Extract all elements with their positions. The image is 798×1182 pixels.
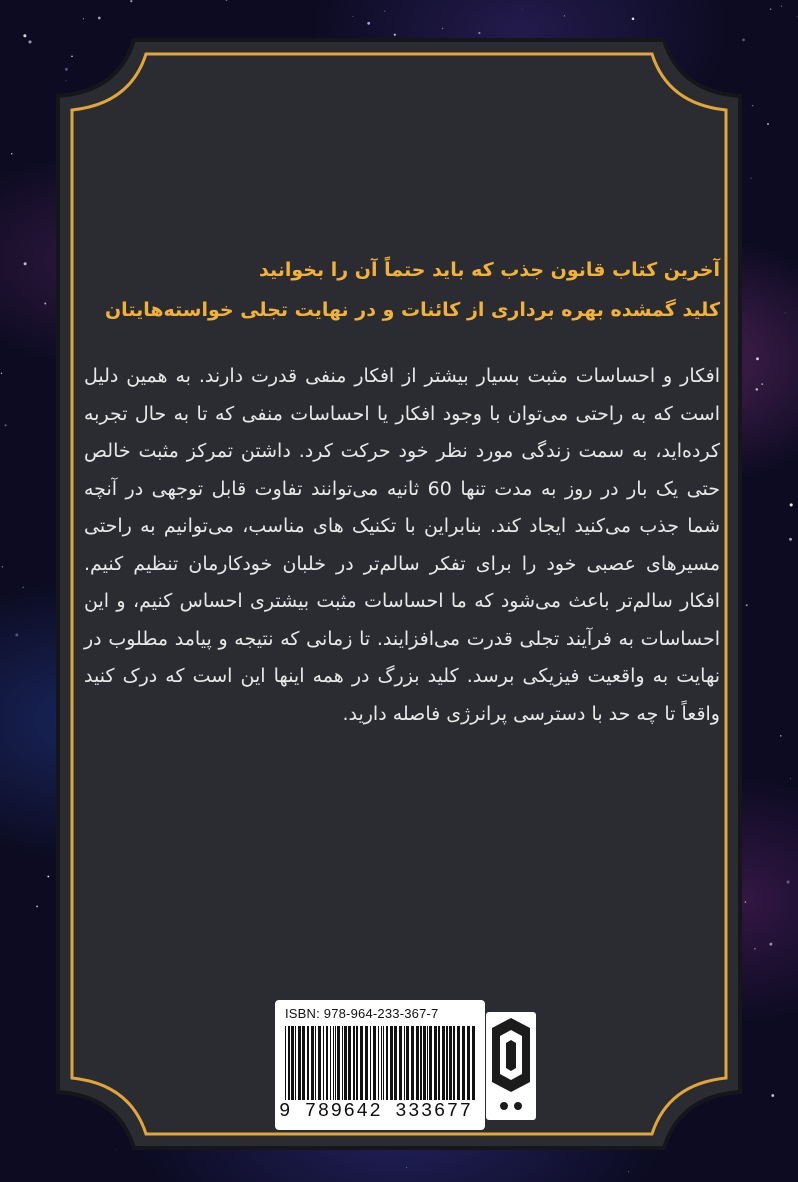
barcode-bar (295, 1026, 296, 1100)
isbn-number: ISBN: 978-964-233-367-7 (285, 1006, 439, 1021)
body-paragraph: افکار و احساسات مثبت بسیار بیشتر از افکار منفی قدرت دارند. به همین دلیل است که به راحتی می‌توان با وجود افکار یا احساسات منفی که تا به حال تجربه کرده‌اید، به سمت زندگی مورد نظر خود حرکت کرد. داشتن تمرکز مثبت خالص حتی یک بار در روز به مدت تنها 60 ثانیه می‌توانند تفاوت قابل توجهی در آنچه شما جذب می‌کنید ایجاد کند. بنابراین با تکنیک های مناسب، می‌توانیم به راحتی مسیرهای عصبی خود را برای تفکر سالم‌تر در خلبان خودکارمان تنظیم کنیم. افکار سالم‌تر باعث می‌شود که ما احساسات مثبت بیشتری احساس کنیم، و این احساسات به فرآیند تجلی قدرت می‌افزایند. تا زمانی که نتیجه و پیامد مطلوب در نهایت به واقعیت فیزیکی برسد. کلید بزرگ در همه اینها این است که درک کنید واقعاً تا چه حد با دسترسی پرانرژی فاصله دارید. (84, 365, 720, 725)
barcode-bar (360, 1026, 363, 1100)
barcode-bar (326, 1026, 328, 1100)
barcode-bar (348, 1026, 351, 1100)
barcode-bar (356, 1026, 358, 1100)
publisher-logo-icon (486, 1012, 536, 1120)
barcode-bar (386, 1026, 388, 1100)
barcode-bar (429, 1026, 432, 1100)
barcode-bar (318, 1026, 321, 1100)
barcode-bar (365, 1026, 368, 1100)
barcode-icon (285, 1026, 475, 1100)
barcode-bar (381, 1026, 382, 1100)
barcode-bar (438, 1026, 440, 1100)
barcode-bar (427, 1026, 428, 1100)
barcode-bar (383, 1026, 384, 1100)
barcode-bar (453, 1026, 455, 1100)
barcode-bar (394, 1026, 397, 1100)
barcode-bar (399, 1026, 402, 1100)
barcode-bar (285, 1026, 286, 1100)
barcode-bar (311, 1026, 314, 1100)
back-cover-text (84, 250, 720, 733)
barcode-bar (298, 1026, 301, 1100)
barcode-bar (378, 1026, 379, 1100)
barcode-bar (330, 1026, 331, 1100)
barcode-bar (467, 1026, 470, 1100)
barcode-bar (390, 1026, 393, 1100)
barcode-bar (335, 1026, 336, 1100)
barcode-bar (449, 1026, 452, 1100)
barcode-bar (291, 1026, 294, 1100)
barcode-bar (416, 1026, 419, 1100)
barcode-bar (344, 1026, 347, 1100)
barcode-bar (411, 1026, 414, 1100)
barcode-digits: 9 789642 333677 (279, 1100, 473, 1122)
barcode-bar (333, 1026, 334, 1100)
isbn-barcode-label (275, 1000, 485, 1130)
headline-secondary: کلید گمشده بهره برداری از کائنات و در نهایت تجلی خواسته‌هایتان (104, 299, 720, 321)
barcode-bar (406, 1026, 409, 1100)
barcode-bar (370, 1026, 371, 1100)
barcode-bar (302, 1026, 305, 1100)
barcode-bar (404, 1026, 405, 1100)
barcode-bar (442, 1026, 445, 1100)
barcode-bar (423, 1026, 426, 1100)
barcode-bar (373, 1026, 376, 1100)
headline-primary: آخرین کتاب قانون جذب که باید حتماً آن را بخوانید (259, 259, 720, 281)
barcode-bar (342, 1026, 343, 1100)
barcode-bar (446, 1026, 448, 1100)
barcode-bar (472, 1026, 475, 1100)
barcode-bar (323, 1026, 324, 1100)
barcode-bar (420, 1026, 422, 1100)
barcode-bar (457, 1026, 460, 1100)
barcode-bar (434, 1026, 437, 1100)
barcode-bar (288, 1026, 290, 1100)
barcode-bar (315, 1026, 316, 1100)
barcode-bar (462, 1026, 465, 1100)
barcode-bar (337, 1026, 340, 1100)
barcode-bar (307, 1026, 309, 1100)
barcode-bar (353, 1026, 355, 1100)
